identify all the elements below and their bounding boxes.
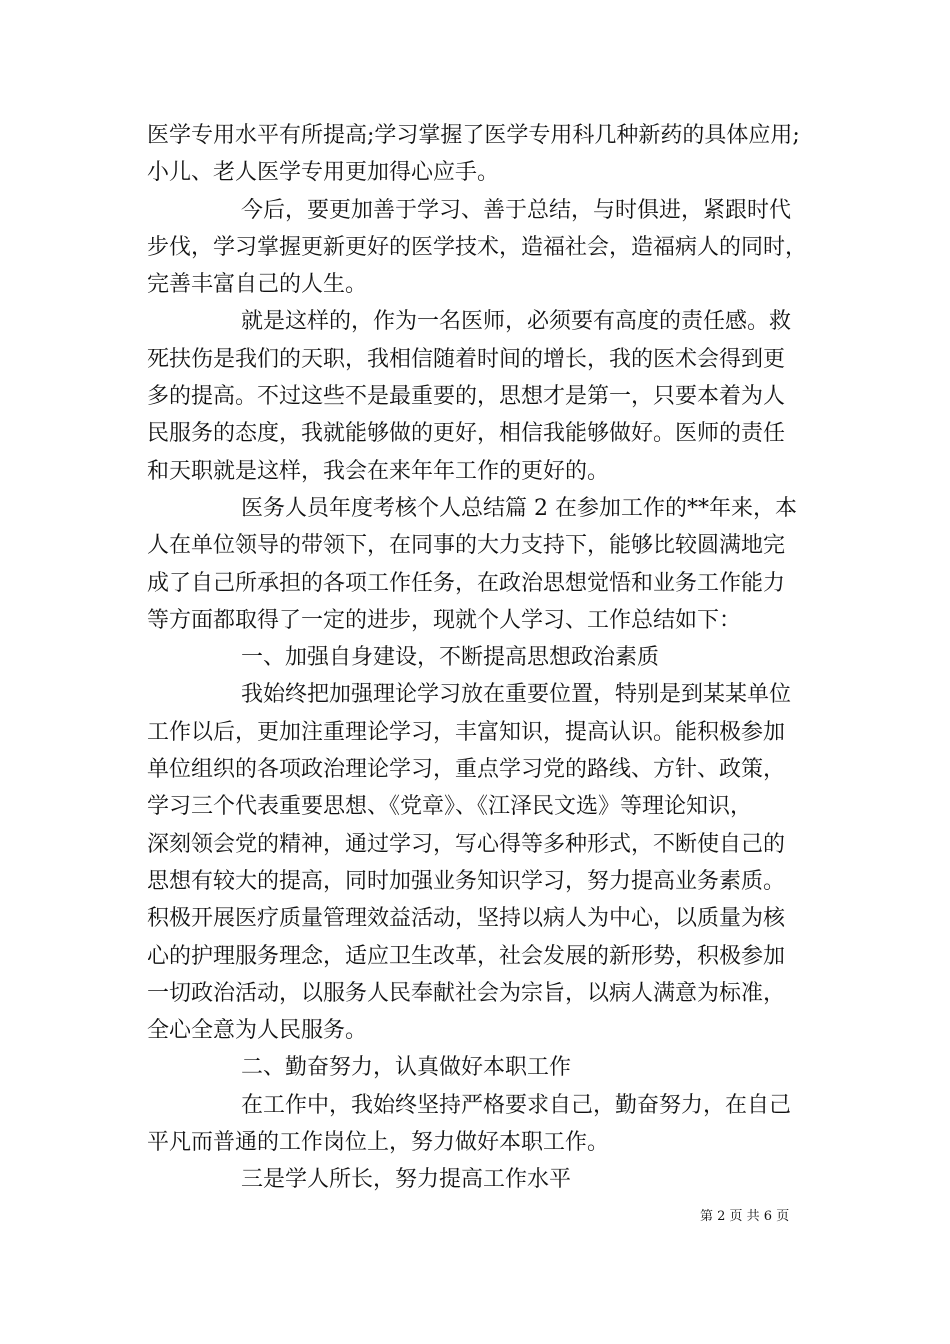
- text-line: 思想有较大的提高，同时加强业务知识学习，努力提高业务素质。: [147, 868, 786, 894]
- text-line: 心的护理服务理念，适应卫生改革，社会发展的新形势，积极参加: [147, 943, 786, 969]
- text-line: 等方面都取得了一定的进步，现就个人学习、工作总结如下：: [147, 607, 742, 633]
- text-line: 学习三个代表重要思想、《党章》、《江泽民文选》等理论知识，: [147, 794, 753, 820]
- paragraph-diligence: [147, 1087, 807, 1162]
- paragraph-summary-intro: [147, 490, 807, 639]
- text-line: 深刻领会党的精神，通过学习，写心得等多种形式，不断使自己的: [147, 831, 786, 857]
- paragraph-theory-study: [147, 676, 807, 1049]
- text-line: 和天职就是这样，我会在来年年工作的更好的。: [147, 458, 610, 484]
- text-line: 步伐，学习掌握更新更好的医学技术，造福社会，造福病人的同时，: [147, 234, 808, 260]
- text-line: 死扶伤是我们的天职，我相信随着时间的增长，我的医术会得到更: [147, 346, 786, 372]
- text-line: 医学专用水平有所提高;学习掌握了医学专用科几种新药的具体应用;: [147, 123, 800, 148]
- text-line: 完善丰富自己的人生。: [147, 272, 368, 298]
- text-line: 成了自己所承担的各项工作任务，在政治思想觉悟和业务工作能力: [147, 570, 786, 596]
- text-line: 今后，要更加善于学习、善于总结，与时俱进，紧跟时代: [241, 197, 792, 223]
- section-heading-2: [147, 1049, 807, 1086]
- text-line: 平凡而普通的工作岗位上，努力做好本职工作。: [147, 1130, 610, 1156]
- section-heading-1: [147, 639, 807, 676]
- text-line: 全心全意为人民服务。: [147, 1018, 368, 1044]
- text-line: 小儿、老人医学专用更加得心应手。: [147, 160, 500, 186]
- text-line: 就是这样的，作为一名医师，必须要有高度的责任感。救: [241, 309, 792, 335]
- paragraph-continued: [147, 117, 807, 192]
- text-line: 在工作中，我始终坚持严格要求自己，勤奋努力，在自己: [241, 1092, 792, 1118]
- text-line: 二、勤奋努力，认真做好本职工作: [241, 1055, 572, 1081]
- text-line: 民服务的态度，我就能够做的更好，相信我能够做好。医师的责任: [147, 421, 786, 447]
- document-body: [147, 117, 807, 1199]
- paragraph-responsibility: [147, 303, 807, 489]
- text-line: 工作以后，更加注重理论学习，丰富知识，提高认识。能积极参加: [147, 719, 786, 745]
- text-line: 一切政治活动，以服务人民奉献社会为宗旨，以病人满意为标准，: [147, 980, 786, 1006]
- text-line: 我始终把加强理论学习放在重要位置，特别是到某某单位: [241, 682, 792, 708]
- section-heading-3: [147, 1161, 807, 1198]
- text-line: 一、加强自身建设，不断提高思想政治素质: [241, 645, 660, 671]
- text-line: 单位组织的各项政治理论学习，重点学习党的路线、方针、政策，: [147, 757, 786, 783]
- text-line: 多的提高。不过这些不是最重要的，思想才是第一，只要本着为人: [147, 384, 786, 410]
- text-line: 人在单位领导的带领下，在同事的大力支持下，能够比较圆满地完: [147, 533, 786, 559]
- text-line: 三是学人所长，努力提高工作水平: [241, 1167, 572, 1193]
- page-number: 第 2 页 共 6 页: [700, 1209, 790, 1224]
- text-line: 医务人员年度考核个人总结篇 2 在参加工作的**年来，本: [241, 495, 797, 521]
- text-line: 积极开展医疗质量管理效益活动，坚持以病人为中心，以质量为核: [147, 906, 786, 932]
- paragraph-future-plans: [147, 192, 807, 304]
